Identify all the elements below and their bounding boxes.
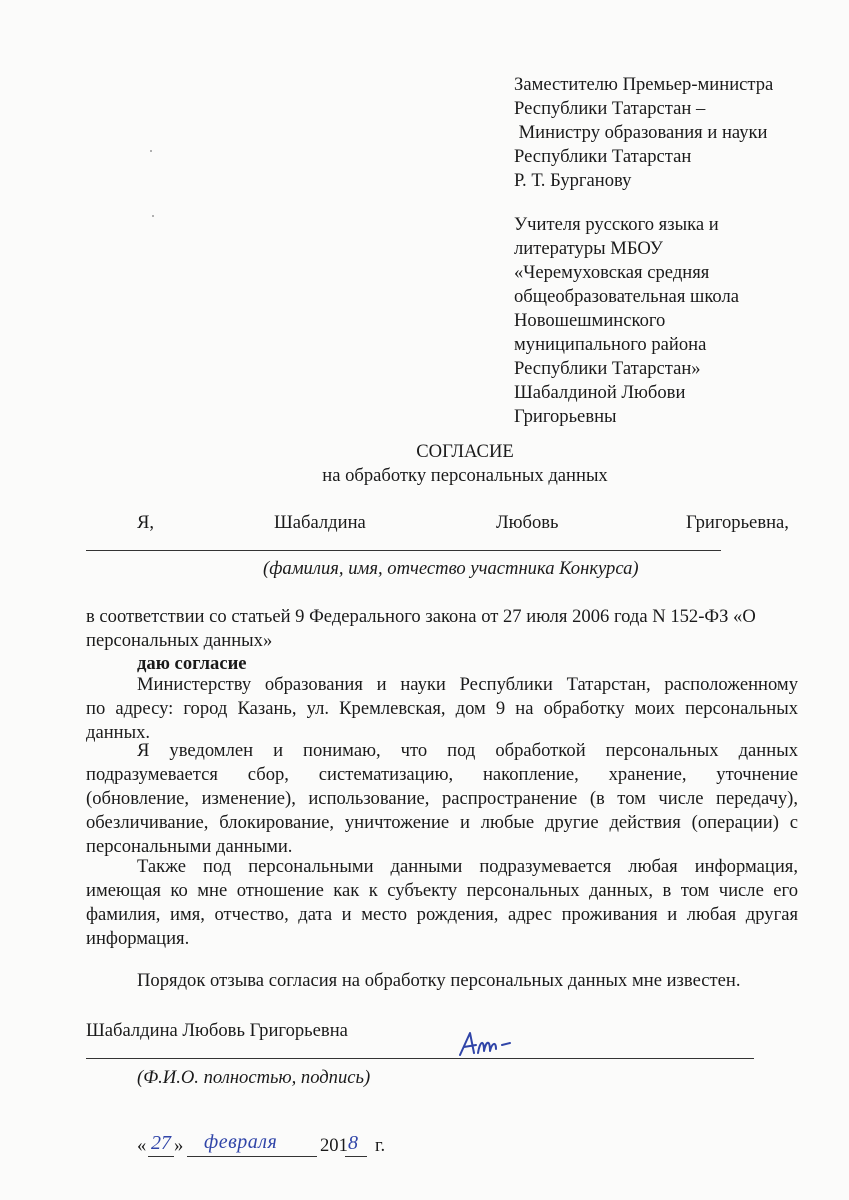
date-year-prefix: 201 [320, 1135, 348, 1156]
sender-line: Григорьевны [514, 406, 617, 427]
addressee-line: Министру образования и науки [514, 122, 768, 143]
addressee-block [514, 73, 773, 193]
paragraph-personal-data [86, 855, 798, 951]
date-year-digit: 8 [348, 1132, 358, 1154]
text-line: фамилия, имя, отчество, дата и место рождения, адрес проживания и любая другая [86, 904, 798, 925]
text-line: (обновление, изменение), использование, распространение (в том числе передачу), [86, 788, 798, 809]
text-line: данных. [86, 722, 151, 743]
addressee-line: Республики Татарстан – [514, 98, 706, 119]
signer-name: Шабалдина Любовь Григорьевна [86, 1020, 348, 1041]
scan-speck [152, 215, 154, 217]
signature-scribble [452, 1027, 522, 1061]
scan-speck [150, 150, 152, 152]
name-word-first-name: Любовь [496, 512, 559, 533]
sender-line: литературы МБОУ [514, 238, 663, 259]
text-line: подразумевается сбор, систематизацию, накопление, хранение, уточнение [86, 764, 798, 785]
name-word-ya: Я, [137, 512, 155, 533]
name-word-patronymic: Григорьевна, [686, 512, 789, 533]
name-word-surname: Шабалдина [274, 512, 366, 533]
signature-caption: (Ф.И.О. полностью, подпись) [137, 1067, 371, 1088]
date-close-quote: » [174, 1135, 184, 1156]
date-suffix: г. [375, 1135, 386, 1156]
text-line: информация. [86, 928, 190, 949]
sender-line: Новошешминского [514, 310, 666, 331]
document-subtitle: на обработку персональных данных [322, 465, 608, 486]
sender-line: Шабалдиной Любови [514, 382, 686, 403]
paragraph-processing [86, 739, 798, 859]
date-open-quote: « [137, 1135, 147, 1156]
text-line: Министерству образования и науки Республики Татарстан, расположенному [137, 674, 798, 695]
text-line: Также под персональными данными подразумевается любая информация, [137, 856, 798, 877]
signature-underline [86, 1058, 754, 1059]
name-caption: (фамилия, имя, отчество участника Конкурса) [263, 558, 639, 579]
paragraph-law-reference [86, 605, 756, 653]
name-underline [86, 550, 721, 551]
sender-line: муниципального района [514, 334, 707, 355]
addressee-line: Р. Т. Бурганову [514, 170, 632, 191]
text-line: персональными данными. [86, 836, 293, 857]
sender-line: «Черемуховская средняя [514, 262, 710, 283]
sender-block [514, 213, 739, 429]
date-day: 27 [151, 1132, 171, 1154]
consent-heading: даю согласие [137, 653, 247, 674]
sender-line: Учителя русского языка и [514, 214, 719, 235]
sender-line: Республики Татарстан» [514, 358, 701, 379]
paragraph-ministry [86, 673, 798, 745]
text-line: персональных данных» [86, 630, 273, 651]
text-line: имеющая ко мне отношение как к субъекту персональных данных, в том числе его [86, 880, 798, 901]
addressee-line: Республики Татарстан [514, 146, 692, 167]
text-line: Я уведомлен и понимаю, что под обработкой персональных данных [137, 740, 798, 761]
date-day-underline [148, 1156, 174, 1157]
date-month: февраля [204, 1131, 278, 1153]
text-line: обезличивание, блокирование, уничтожение и любые другие действия (операции) с [86, 812, 798, 833]
date-month-underline [187, 1156, 317, 1157]
document-title: СОГЛАСИЕ [416, 441, 514, 462]
paragraph-revocation: Порядок отзыва согласия на обработку персональных данных мне известен. [137, 970, 741, 991]
sender-line: общеобразовательная школа [514, 286, 740, 307]
date-year-underline [345, 1156, 367, 1157]
text-line: по адресу: город Казань, ул. Кремлевская, дом 9 на обработку моих персональных [86, 698, 798, 719]
text-line: в соответствии со статьей 9 Федерального закона от 27 июля 2006 года N 152-ФЗ «О [86, 606, 756, 627]
addressee-line: Заместителю Премьер-министра [514, 74, 774, 95]
